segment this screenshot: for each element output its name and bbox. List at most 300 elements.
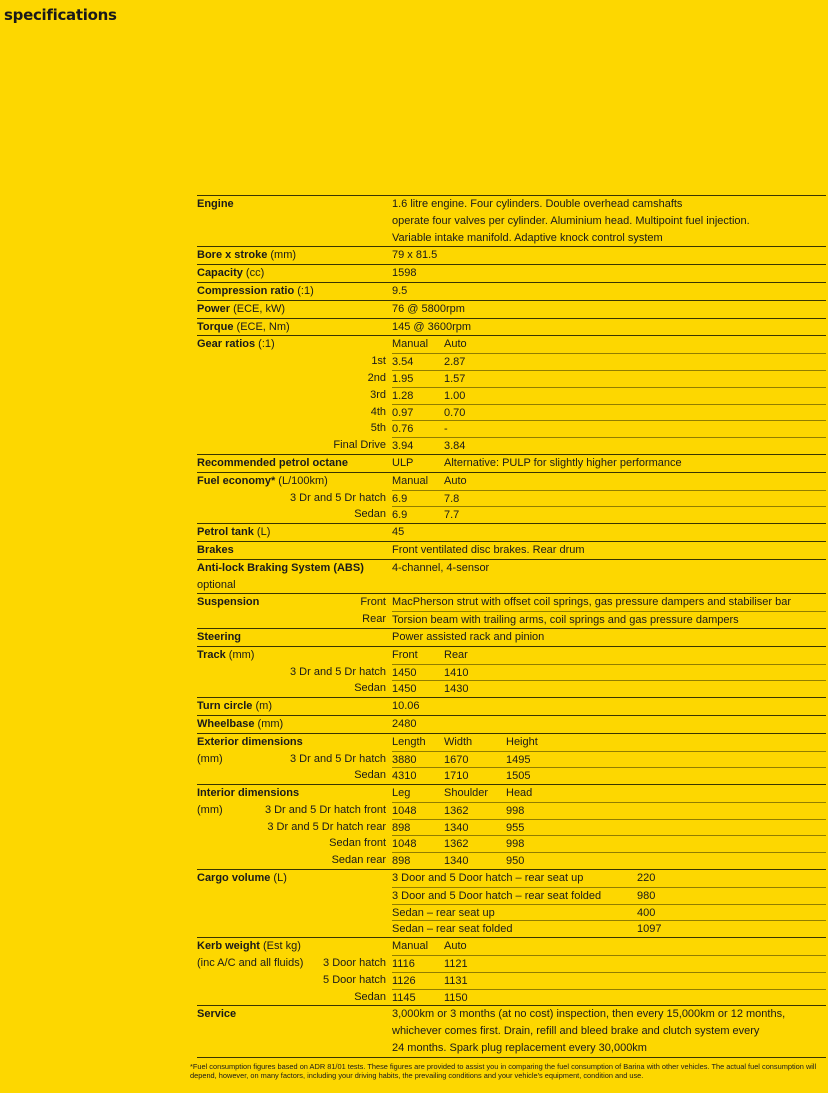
spec-value: 220	[637, 872, 656, 885]
spec-value: 3 Door and 5 Door hatch – rear seat folded	[392, 889, 602, 902]
spec-value-cell	[392, 437, 826, 454]
spec-value: whichever comes first. Drain, refill and bleed brake and clutch system every	[392, 1025, 760, 1038]
spec-value-cell	[392, 751, 826, 768]
spec-value-cell	[392, 301, 826, 318]
spec-row	[197, 751, 826, 768]
spec-label-cell	[197, 751, 392, 768]
spec-label-cell	[197, 437, 392, 454]
spec-value-cell	[392, 680, 826, 697]
spec-value-cell	[392, 887, 826, 904]
spec-value-cell	[392, 387, 826, 404]
spec-value: 1430	[444, 683, 469, 696]
spec-label-cell	[197, 819, 392, 836]
spec-value: 45	[392, 526, 405, 539]
spec-value: 980	[637, 889, 656, 902]
spec-value: 2.87	[444, 356, 466, 369]
spec-group	[197, 697, 826, 715]
spec-group	[197, 454, 826, 472]
spec-group	[197, 246, 826, 264]
spec-unit: (mm)	[254, 717, 284, 730]
spec-value: Auto	[444, 940, 467, 953]
spec-sublabel: 3 Dr and 5 Dr hatch front	[264, 803, 386, 816]
spec-row	[197, 955, 826, 972]
spec-value: 3.54	[392, 356, 414, 369]
spec-label: Gear ratios	[197, 338, 256, 351]
spec-group	[197, 335, 826, 454]
spec-value-cell	[392, 370, 826, 387]
spec-label: Interior dimensions	[197, 787, 300, 800]
spec-sublabel: Sedan	[354, 508, 386, 521]
spec-group	[197, 784, 826, 869]
spec-sublabel: 2nd	[367, 371, 386, 384]
spec-value-cell	[392, 196, 826, 213]
spec-value: 950	[506, 855, 525, 868]
spec-sublabel: Sedan front	[329, 837, 386, 850]
spec-value-cell	[392, 506, 826, 523]
spec-value: -	[444, 423, 448, 436]
spec-value: Power assisted rack and pinion	[392, 630, 545, 643]
spec-value: Auto	[444, 474, 467, 487]
spec-label-cell	[197, 920, 392, 937]
spec-value: 898	[392, 821, 411, 834]
spec-group	[197, 937, 826, 1005]
spec-label-cell	[197, 611, 392, 628]
spec-sublabel: 5 Door hatch	[323, 973, 386, 986]
spec-value: 1.28	[392, 389, 414, 402]
spec-row	[197, 420, 826, 437]
spec-value: 1145	[392, 991, 416, 1004]
spec-label-cell	[197, 938, 392, 955]
spec-label-cell	[197, 972, 392, 989]
spec-label: Turn circle	[197, 700, 253, 713]
spec-value: 1131	[444, 974, 468, 987]
spec-row	[197, 802, 826, 819]
spec-value-cell	[392, 989, 826, 1006]
spec-row	[197, 1023, 826, 1040]
spec-value: 4310	[392, 770, 417, 783]
spec-label-cell	[197, 213, 392, 230]
spec-row	[197, 437, 826, 454]
spec-row	[197, 785, 826, 802]
spec-value-cell	[392, 490, 826, 507]
spec-value: 9.5	[392, 284, 408, 297]
spec-label-cell	[197, 1023, 392, 1040]
spec-value: 2480	[392, 717, 417, 730]
spec-value-cell	[392, 265, 826, 282]
spec-label: Torque	[197, 320, 234, 333]
spec-value-cell	[392, 734, 826, 751]
spec-row	[197, 698, 826, 715]
spec-row	[197, 473, 826, 490]
spec-value: 79 x 81.5	[392, 249, 438, 262]
spec-value-cell	[392, 577, 826, 594]
spec-group	[197, 472, 826, 523]
spec-value: Alternative: PULP for slightly higher performance	[444, 456, 682, 469]
spec-value: operate four valves per cylinder. Aluminium head. Multipoint fuel injection.	[392, 214, 750, 227]
spec-value-cell	[392, 473, 826, 490]
spec-unit: (ECE, Nm)	[233, 320, 290, 333]
spec-value: 1450	[392, 666, 417, 679]
spec-label: Compression ratio	[197, 284, 295, 297]
spec-value: 898	[392, 855, 411, 868]
spec-value-cell	[392, 213, 826, 230]
footnote: *Fuel consumption figures based on ADR 81/01 tests. These figures are provided to assist you in comparing the fuel consumption of Barina with other vehicles. The actual fuel consumption will depend, however, on many factors, including your driving habits, the prevailing conditions and your vehicle's equipment, condition and use.	[190, 1062, 817, 1081]
spec-label-cell	[197, 542, 392, 559]
spec-group	[197, 1005, 826, 1057]
spec-value-cell	[392, 319, 826, 336]
spec-value: 3.84	[444, 440, 466, 453]
spec-value-cell	[392, 524, 826, 541]
spec-value: Manual	[392, 940, 429, 953]
spec-value-cell	[392, 938, 826, 955]
spec-unit: (Est kg)	[259, 940, 301, 953]
spec-row	[197, 560, 826, 577]
spec-value: Sedan – rear seat folded	[392, 923, 513, 936]
spec-value: 76 @ 5800rpm	[392, 302, 465, 315]
spec-value: 4-channel, 4-sensor	[392, 561, 490, 574]
spec-row	[197, 734, 826, 751]
spec-value: 955	[506, 821, 525, 834]
spec-label: Engine	[197, 198, 234, 210]
spec-label-cell	[197, 265, 392, 282]
spec-value-cell	[392, 1040, 826, 1057]
spec-label-cell	[197, 734, 392, 751]
spec-value-cell	[392, 664, 826, 681]
spec-row	[197, 196, 826, 213]
spec-row	[197, 904, 826, 921]
spec-value: Head	[506, 787, 533, 800]
spec-label: Power	[197, 302, 231, 315]
spec-label: Recommended petrol octane	[197, 456, 348, 469]
spec-value: Sedan – rear seat up	[392, 906, 495, 919]
spec-value: ULP	[392, 456, 414, 469]
spec-value: Front	[392, 648, 418, 661]
spec-row	[197, 767, 826, 784]
spec-value: 1.00	[444, 389, 466, 402]
spec-value-cell	[392, 611, 826, 628]
spec-value-cell	[392, 420, 826, 437]
spec-value-cell	[392, 353, 826, 370]
spec-row	[197, 524, 826, 541]
spec-value: 1670	[444, 753, 469, 766]
spec-value: 1362	[444, 804, 469, 817]
spec-value: 1.6 litre engine. Four cylinders. Double overhead camshafts	[392, 198, 683, 210]
spec-value: 1150	[444, 991, 468, 1004]
spec-value: 1126	[392, 974, 416, 987]
spec-value-cell	[392, 629, 826, 646]
spec-label-cell	[197, 404, 392, 421]
spec-unit: (mm)	[197, 752, 223, 765]
spec-row	[197, 835, 826, 852]
spec-label: Suspension	[197, 596, 260, 609]
spec-row	[197, 283, 826, 300]
spec-value: 1505	[506, 770, 531, 783]
spec-label: Service	[197, 1008, 237, 1021]
spec-row	[197, 972, 826, 989]
spec-value: Manual	[392, 338, 429, 351]
spec-value-cell	[392, 560, 826, 577]
spec-group	[197, 264, 826, 282]
spec-label: Brakes	[197, 543, 234, 556]
spec-value: 1495	[506, 753, 531, 766]
spec-label-cell	[197, 835, 392, 852]
spec-label-cell	[197, 301, 392, 318]
spec-unit: (L)	[270, 872, 287, 885]
spec-unit: (L/100km)	[275, 474, 328, 487]
spec-value-cell	[392, 802, 826, 819]
spec-label-cell	[197, 420, 392, 437]
page-title: specifications	[4, 6, 117, 24]
spec-value: 1.57	[444, 372, 466, 385]
spec-group	[197, 733, 826, 784]
spec-label-cell	[197, 870, 392, 887]
spec-value-cell	[392, 404, 826, 421]
spec-value-cell	[392, 247, 826, 264]
spec-value-cell	[392, 972, 826, 989]
spec-value: 1121	[444, 958, 468, 971]
spec-value: Manual	[392, 474, 429, 487]
spec-label-cell	[197, 490, 392, 507]
spec-group	[197, 593, 826, 628]
spec-row	[197, 870, 826, 887]
spec-group	[197, 715, 826, 733]
spec-row	[197, 542, 826, 559]
spec-group	[197, 869, 826, 937]
spec-value: 10.06	[392, 700, 420, 713]
spec-row	[197, 611, 826, 628]
spec-unit: (L)	[253, 526, 271, 539]
spec-value: Length	[392, 735, 426, 748]
spec-row	[197, 716, 826, 733]
spec-label: Capacity	[197, 267, 243, 280]
spec-row	[197, 989, 826, 1006]
spec-label-cell	[197, 577, 392, 594]
spec-row	[197, 490, 826, 507]
spec-value: 1410	[444, 666, 469, 679]
spec-unit: (:1)	[294, 284, 314, 297]
spec-unit: (m)	[252, 700, 272, 713]
spec-value-cell	[392, 336, 826, 353]
spec-label-cell	[197, 506, 392, 523]
spec-value: Torsion beam with trailing arms, coil springs and gas pressure dampers	[392, 614, 739, 627]
spec-value: 3880	[392, 753, 417, 766]
spec-value: 1340	[444, 821, 469, 834]
spec-value-cell	[392, 542, 826, 559]
spec-sublabel: 3 Dr and 5 Dr hatch	[290, 665, 386, 678]
spec-row	[197, 230, 826, 247]
spec-sublabel: Front	[360, 596, 386, 609]
spec-sublabel: Sedan rear	[331, 854, 386, 867]
spec-value: 7.8	[444, 492, 460, 505]
spec-row	[197, 1040, 826, 1057]
spec-row	[197, 301, 826, 318]
spec-sublabel: 3 Dr and 5 Dr hatch rear	[267, 820, 386, 833]
spec-unit: (mm)	[197, 803, 223, 816]
spec-label-cell	[197, 767, 392, 784]
spec-row	[197, 319, 826, 336]
spec-value: Height	[506, 735, 538, 748]
spec-value-cell	[392, 904, 826, 921]
spec-sublabel: Sedan	[354, 769, 386, 782]
spec-sublabel: 3 Door hatch	[323, 957, 386, 970]
spec-unit: (:1)	[255, 338, 275, 351]
spec-value: 3,000km or 3 months (at no cost) inspection, then every 15,000km or 12 months,	[392, 1008, 786, 1021]
spec-sublabel: 1st	[371, 355, 386, 368]
spec-label-cell	[197, 629, 392, 646]
spec-value-cell	[392, 835, 826, 852]
spec-group	[197, 541, 826, 559]
spec-value: 1710	[444, 770, 469, 783]
spec-value-cell	[392, 283, 826, 300]
spec-label: Cargo volume	[197, 872, 271, 885]
spec-value: 7.7	[444, 509, 460, 522]
spec-value: MacPherson strut with offset coil springs, gas pressure dampers and stabiliser bar	[392, 596, 792, 609]
spec-row	[197, 819, 826, 836]
spec-value-cell	[392, 767, 826, 784]
spec-sublabel: 3rd	[370, 388, 386, 401]
spec-label: Wheelbase	[197, 717, 255, 730]
spec-label-cell	[197, 802, 392, 819]
spec-value-cell	[392, 1023, 826, 1040]
spec-label-cell	[197, 904, 392, 921]
spec-value-cell	[392, 230, 826, 247]
spec-label: Petrol tank	[197, 526, 254, 539]
spec-row	[197, 594, 826, 611]
spec-value: Rear	[444, 648, 468, 661]
spec-row	[197, 938, 826, 955]
spec-value-cell	[392, 594, 826, 611]
spec-row	[197, 247, 826, 264]
spec-label-cell	[197, 370, 392, 387]
spec-value: 3 Door and 5 Door hatch – rear seat up	[392, 872, 584, 885]
spec-row	[197, 387, 826, 404]
spec-value-cell	[392, 819, 826, 836]
spec-row	[197, 213, 826, 230]
spec-label-cell	[197, 594, 392, 611]
spec-group	[197, 628, 826, 646]
spec-unit: (cc)	[242, 267, 265, 280]
spec-unit: (ECE, kW)	[230, 302, 286, 315]
spec-row	[197, 680, 826, 697]
spec-value-cell	[392, 716, 826, 733]
spec-row	[197, 404, 826, 421]
spec-label-cell	[197, 319, 392, 336]
spec-value: Variable intake manifold. Adaptive knock control system	[392, 231, 663, 244]
spec-unit: optional	[197, 578, 236, 591]
spec-value-cell	[392, 1006, 826, 1023]
spec-value-cell	[392, 870, 826, 887]
spec-sublabel: Sedan	[354, 990, 386, 1003]
spec-label-cell	[197, 560, 392, 577]
spec-label: Steering	[197, 630, 242, 643]
spec-label-cell	[197, 524, 392, 541]
spec-sublabel: 3 Dr and 5 Dr hatch	[290, 752, 386, 765]
spec-value: Front ventilated disc brakes. Rear drum	[392, 543, 585, 556]
spec-value-cell	[392, 785, 826, 802]
spec-sublabel: Sedan	[354, 682, 386, 695]
spec-value: Width	[444, 735, 473, 748]
spec-value: 3.94	[392, 440, 414, 453]
spec-sublabel: 5th	[370, 422, 386, 435]
spec-value: 1362	[444, 838, 469, 851]
spec-value: 24 months. Spark plug replacement every 30,000km	[392, 1042, 647, 1055]
spec-label-cell	[197, 785, 392, 802]
spec-value: 0.70	[444, 406, 466, 419]
spec-label-cell	[197, 852, 392, 869]
spec-label-cell	[197, 698, 392, 715]
spec-label-cell	[197, 647, 392, 664]
specifications-table	[197, 195, 826, 1058]
spec-sublabel: Final Drive	[333, 439, 386, 452]
spec-label: Anti-lock Braking System (ABS)	[197, 561, 364, 574]
spec-value: 1116	[392, 958, 415, 971]
spec-value: Shoulder	[444, 787, 489, 800]
spec-label-cell	[197, 387, 392, 404]
spec-sublabel: 3 Dr and 5 Dr hatch	[290, 491, 386, 504]
spec-label-cell	[197, 283, 392, 300]
spec-value: 998	[506, 804, 525, 817]
spec-row	[197, 629, 826, 646]
spec-value-cell	[392, 852, 826, 869]
spec-label-cell	[197, 1040, 392, 1057]
spec-value: 6.9	[392, 509, 408, 522]
spec-label-cell	[197, 989, 392, 1006]
spec-value: 1.95	[392, 372, 414, 385]
spec-value: 1340	[444, 855, 469, 868]
spec-sublabel: Rear	[362, 613, 386, 626]
spec-row	[197, 506, 826, 523]
spec-label: Track	[197, 648, 226, 661]
spec-row	[197, 920, 826, 937]
spec-label-cell	[197, 473, 392, 490]
spec-label-cell	[197, 664, 392, 681]
spec-sublabel: 4th	[370, 405, 386, 418]
spec-label-cell	[197, 716, 392, 733]
spec-value: 1097	[637, 923, 662, 936]
spec-value-cell	[392, 955, 826, 972]
spec-label-cell	[197, 336, 392, 353]
spec-group	[197, 318, 826, 336]
spec-value: 6.9	[392, 492, 408, 505]
spec-value-cell	[392, 647, 826, 664]
spec-group	[197, 300, 826, 318]
spec-label-cell	[197, 680, 392, 697]
spec-row	[197, 353, 826, 370]
spec-value: 145 @ 3600rpm	[392, 320, 472, 333]
spec-value: 400	[637, 906, 656, 919]
spec-label-cell	[197, 887, 392, 904]
spec-value: 1048	[392, 804, 417, 817]
spec-value: 998	[506, 838, 525, 851]
spec-group	[197, 195, 826, 246]
spec-row	[197, 664, 826, 681]
spec-value: 1598	[392, 267, 417, 280]
spec-unit: (inc A/C and all fluids)	[197, 957, 304, 970]
spec-label: Bore x stroke	[197, 249, 268, 262]
spec-label-cell	[197, 1006, 392, 1023]
spec-group	[197, 523, 826, 541]
spec-group	[197, 282, 826, 300]
spec-label: Kerb weight	[197, 940, 260, 953]
spec-row	[197, 455, 826, 472]
spec-row	[197, 265, 826, 282]
spec-label-cell	[197, 196, 392, 213]
spec-label-cell	[197, 955, 392, 972]
spec-row	[197, 887, 826, 904]
spec-value: 0.76	[392, 423, 414, 436]
spec-unit: (mm)	[267, 249, 297, 262]
spec-row	[197, 647, 826, 664]
